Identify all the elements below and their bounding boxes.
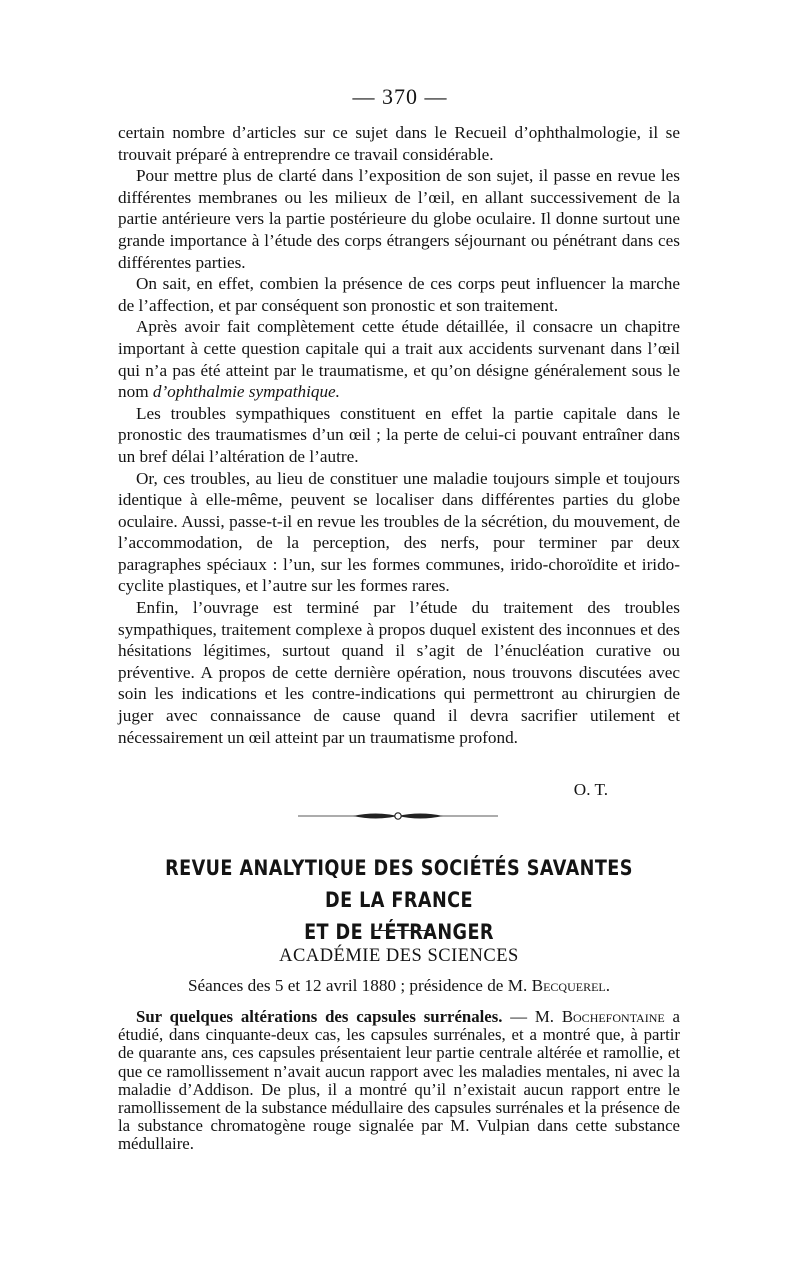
abstract-subject: Sur quelques altérations des capsules surrénales. (136, 1007, 503, 1026)
session-president: Becquerel (531, 976, 606, 995)
section-rule (372, 930, 430, 931)
signature: O. T. (573, 780, 608, 799)
academy-heading: ACADÉMIE DES SCIENCES (279, 946, 519, 966)
abstract-author: Bochefontaine (561, 1007, 665, 1026)
paragraph-3: On sait, en effet, combien la présence de ces corps peut influencer la marche de l’affection, et par conséquent son pronostic et son traitement. (118, 274, 680, 315)
abstract-paragraph (118, 1008, 680, 1154)
session-text: Séances des 5 et 12 avril 1880 ; présidence de M. (187, 976, 532, 995)
abstract-body (118, 1008, 680, 1154)
abstract-text: a étudié, dans cinquante-deux cas, les capsules surrénales, et a montré que, à partir de quarante ans, ces capsules présentaient leur partie centrale altérée et ramollie, et que ce ramollissement n’avait aucun rapport avec les maladies mentales, ni avec la maladie d’Addison. De plus, il a montré qu’il n’existait aucun rapport entre le ramollissement de la substance médullaire des capsules surrénales et la présence de la substance chromatogène rouge signalée par M. Vulpian dans cette substance médullaire. (118, 1007, 680, 1154)
paragraph-5: Les troubles sympathiques constituent en effet la partie capitale dans le pronostic des traumatismes d’un œil ; la perte de celui-ci pouvant entraîner dans un bref délai l’altération de l’autre. (118, 403, 680, 466)
section-title (163, 852, 635, 948)
paragraph-1: certain nombre d’articles sur ce sujet dans le Recueil d’ophthalmologie, il se trouvait préparé à entreprendre ce travail considérable. (118, 123, 680, 164)
abstract-dash: — M. (502, 1007, 562, 1026)
paragraph-4-term: d’ophthalmie sympathique. (152, 382, 340, 402)
session-line (118, 974, 680, 998)
page-number: — 370 — (352, 84, 448, 109)
article-body (118, 122, 680, 748)
paragraph-7: Enfin, l’ouvrage est terminé par l’étude du traitement des troubles sympathiques, traitement complexe à propos duquel existent des inconnues et des hésitations légitimes, surtout quand il s’agit de l’énucléation curative ou préventive. A propos de cette dernière opération, nous trouvons discutées avec soin les indications et les contre-indications qui permettront au chirurgien de juger avec connaissance de cause quand il devra sacrifier utilement et nécessairement un œil atteint par un traumatisme profond. (118, 598, 680, 747)
section-title-line-2: ET DE L’ÉTRANGER (304, 920, 494, 944)
paragraph-2: Pour mettre plus de clarté dans l’exposition de son sujet, il passe en revue les différentes membranes ou les milieux de l’œil, en allant successivement de la partie antérieure vers la partie postérieure du globe oculaire. Il donne surtout une grande importance à l’étude des corps étrangers séjournant ou pénétrant dans ces différentes parties. (118, 166, 680, 272)
ornament-divider (298, 810, 498, 822)
section-title-line-1: REVUE ANALYTIQUE DES SOCIÉTÉS SAVANTES DE LA FRANCE (165, 856, 633, 912)
session-end: . (605, 976, 611, 995)
paragraph-6: Or, ces troubles, au lieu de constituer une maladie toujours simple et toujours identique à elle-même, peuvent se localiser dans différentes parties du globe oculaire. Aussi, passe-t-il en revue les troubles de la sécrétion, du mouvement, de l’accommodation, de la perception, des nerfs, pour terminer par deux paragraphes spéciaux : l’un, sur les formes communes, irido-choroïdite et irido-cyclite plastiques, et l’autre sur les formes rares. (118, 468, 680, 596)
paragraph-4-text: Après avoir fait complètement cette étude détaillée, il consacre un chapitre important à cette question capitale qui a trait aux accidents survenant dans l’œil qui n’a pas été atteint par le traumatisme, et qu’on désigne généralement sous le nom (118, 317, 680, 402)
paragraph-4 (118, 316, 680, 402)
